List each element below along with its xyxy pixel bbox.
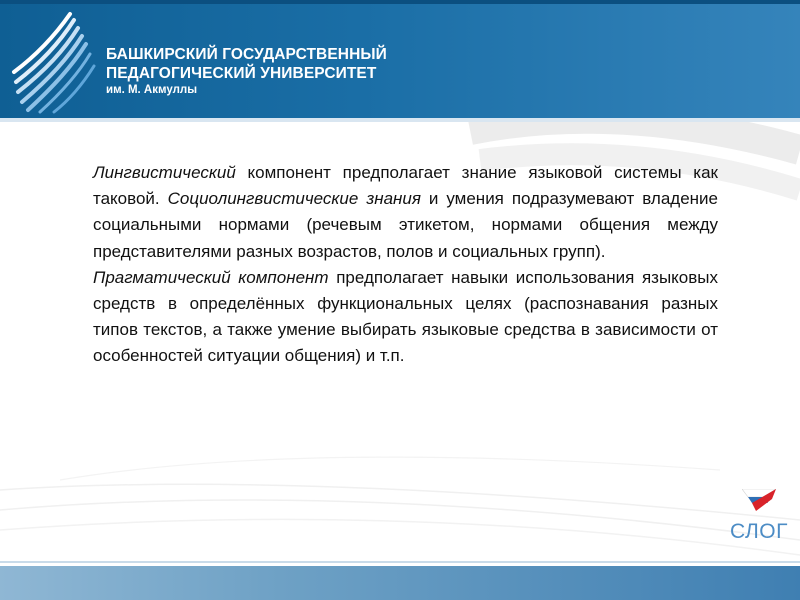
- term-linguistic: Лингвистический: [93, 163, 236, 182]
- text-sociolinguistic: и умения подразумевают владение социальными нормами (речевым этикетом, нормами общения между представителями разных возрастов, полов и социальных групп).: [93, 189, 718, 261]
- header-top-stripe: [0, 0, 800, 4]
- university-name-line2: ПЕДАГОГИЧЕСКИЙ УНИВЕРСИТЕТ: [106, 65, 377, 82]
- university-name: [106, 45, 387, 97]
- university-name-line3: им. М. Акмуллы: [106, 84, 198, 96]
- slide-body-text: [93, 160, 718, 370]
- term-sociolinguistic: Социолингвистические: [167, 189, 359, 209]
- university-wave-logo-icon: [8, 10, 100, 115]
- paragraph-pragmatic: [93, 265, 718, 370]
- paragraph-linguistic: [93, 160, 718, 265]
- header-bottom-stripe: [0, 118, 800, 122]
- footer-thin-stripe: [0, 561, 800, 563]
- header-banner: [0, 0, 800, 122]
- russian-flag-check-icon: [742, 489, 776, 511]
- term-pragmatic: Прагматический компонент: [93, 267, 329, 287]
- text-pragmatic: предполагает навыки использования языковых средств в определённых функциональных целях (распознавания разных типов текстов, а также умение выбирать языковые средства в зависимости от особенностей ситуации общения) и т.п.: [93, 267, 718, 366]
- term-knowledge: знания: [366, 189, 421, 209]
- footer-bar: [0, 566, 800, 600]
- brand-label: СЛОГ: [730, 520, 788, 543]
- university-name-line1: БАШКИРСКИЙ ГОСУДАРСТВЕННЫЙ: [106, 46, 387, 63]
- text-linguistic: компонент предполагает знание языковой системы как таковой.: [93, 163, 718, 209]
